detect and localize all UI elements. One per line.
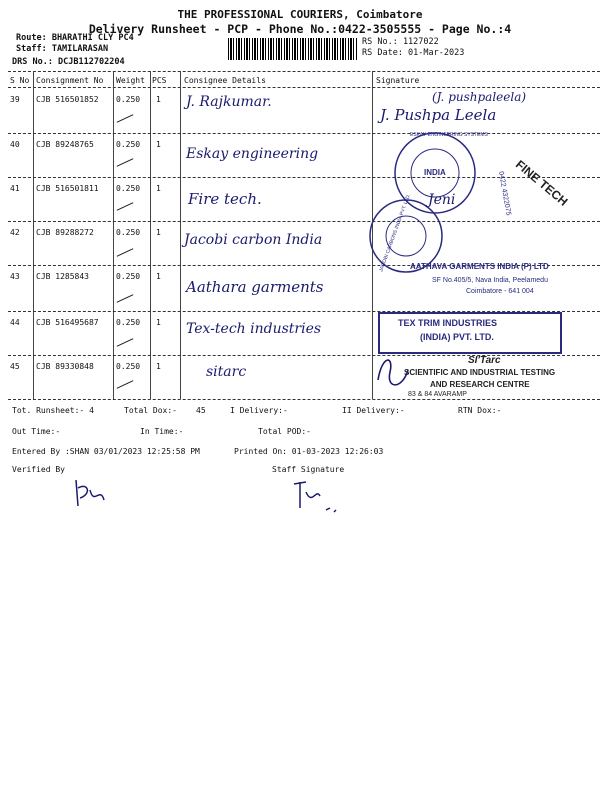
row-consignment: CJB 1285843 bbox=[36, 272, 89, 281]
row-consignment: CJB 516495687 bbox=[36, 318, 99, 327]
row-sno: 44 bbox=[10, 318, 20, 327]
sitarc-logo: SI'Tarc bbox=[468, 355, 501, 366]
verifier-signature bbox=[70, 476, 110, 512]
row-pcs: 1 bbox=[156, 272, 161, 281]
row-consignee: Jacobi carbon India bbox=[184, 232, 323, 248]
textrim-stamp-line2: (INDIA) PVT. LTD. bbox=[420, 332, 494, 342]
fine-tech-phone: 0422 4322075 bbox=[497, 170, 512, 217]
row-consignment: CJB 89248765 bbox=[36, 140, 94, 149]
rtn-dox: RTN Dox:- bbox=[458, 406, 502, 415]
col-sno: S No bbox=[10, 76, 30, 85]
aathava-stamp-addr1: SF No.405/5, Nava India, Peelamedu bbox=[432, 277, 548, 284]
row-sno: 40 bbox=[10, 140, 20, 149]
total-dox-value: 45 bbox=[196, 406, 206, 415]
row-weight: 0.250 bbox=[116, 362, 141, 371]
row-consignment: CJB 89288272 bbox=[36, 228, 94, 237]
row-sno: 41 bbox=[10, 184, 20, 193]
eskay-stamp-text: ESKAY ENGINEERING SYSTEMS bbox=[410, 132, 488, 138]
staff-signature-label: Staff Signature bbox=[272, 465, 345, 474]
i-delivery: I Delivery:- bbox=[230, 406, 288, 415]
row-sno: 43 bbox=[10, 272, 20, 281]
textrim-stamp-line1: TEX TRIM INDUSTRIES bbox=[398, 318, 498, 328]
route-label: Route: BHARATHI CLY PC4 bbox=[16, 33, 134, 43]
row-weight: 0.250 bbox=[116, 318, 141, 327]
fine-tech-stamp: FINE TECH bbox=[512, 157, 571, 209]
row-consignee: Tex-tech industries bbox=[186, 321, 322, 337]
sitarc-line1: SCIENTIFIC AND INDUSTRIAL TESTING bbox=[404, 368, 556, 377]
signature-note: (J. pushpaleela) bbox=[432, 90, 527, 104]
drs-number: DRS No.: DCJB112702204 bbox=[12, 57, 125, 67]
handwritten-signature bbox=[372, 350, 412, 395]
barcode bbox=[228, 38, 358, 60]
aathava-stamp-addr2: Coimbatore - 641 004 bbox=[466, 288, 534, 295]
entered-by: Entered By :SHAN 03/01/2023 12:25:58 PM bbox=[12, 447, 200, 456]
row-weight: 0.250 bbox=[116, 95, 141, 104]
sitarc-line3: 83 & 84 AVARAMP bbox=[408, 391, 467, 398]
row-pcs: 1 bbox=[156, 95, 161, 104]
runsheet-subtitle: Delivery Runsheet - PCP - Phone No.:0422-3505555 - Page No.:4 bbox=[88, 22, 512, 36]
handwritten-mark: Jeni bbox=[428, 192, 456, 208]
row-consignee: Aathara garments bbox=[186, 278, 324, 296]
verified-by: Verified By bbox=[12, 465, 65, 474]
jacobi-stamp-text: JACOBI CARBONS INDIA PVT. LTD. bbox=[378, 193, 413, 273]
rs-number: RS No.: 1127022 bbox=[362, 37, 439, 47]
row-weight: 0.250 bbox=[116, 228, 141, 237]
row-consignee: sitarc bbox=[206, 364, 247, 380]
rs-date: RS Date: 01-Mar-2023 bbox=[362, 48, 465, 58]
company-title: THE PROFESSIONAL COURIERS, Coimbatore bbox=[177, 8, 423, 21]
row-sno: 42 bbox=[10, 228, 20, 237]
row-signature: J. Pushpa Leela bbox=[380, 106, 497, 124]
total-pod: Total POD:- bbox=[258, 427, 311, 436]
col-consignee: Consignee Details bbox=[184, 76, 266, 85]
row-consignee: J. Rajkumar. bbox=[186, 94, 272, 110]
total-dox-label: Total Dox:- bbox=[124, 406, 177, 415]
row-sno: 45 bbox=[10, 362, 20, 371]
row-weight: 0.250 bbox=[116, 272, 141, 281]
ii-delivery: II Delivery:- bbox=[342, 406, 405, 415]
row-consignment: CJB 89330848 bbox=[36, 362, 94, 371]
row-pcs: 1 bbox=[156, 228, 161, 237]
row-pcs: 1 bbox=[156, 362, 161, 371]
row-consignment: CJB 516501811 bbox=[36, 184, 99, 193]
in-time: In Time:- bbox=[140, 427, 184, 436]
tot-runsheet: Tot. Runsheet:- 4 bbox=[12, 406, 94, 415]
row-pcs: 1 bbox=[156, 140, 161, 149]
row-consignee: Eskay engineering bbox=[186, 146, 319, 162]
eskay-stamp-city: INDIA bbox=[424, 168, 446, 177]
out-time: Out Time:- bbox=[12, 427, 61, 436]
row-weight: 0.250 bbox=[116, 184, 141, 193]
printed-on: Printed On: 01-03-2023 12:26:03 bbox=[234, 447, 384, 456]
row-sno: 39 bbox=[10, 95, 20, 104]
col-weight: Weight bbox=[116, 76, 145, 85]
row-pcs: 1 bbox=[156, 318, 161, 327]
col-pcs: PCS bbox=[152, 76, 167, 85]
aathava-stamp-name: AATHAVA GARMENTS INDIA (P) LTD bbox=[410, 262, 549, 271]
sitarc-line2: AND RESEARCH CENTRE bbox=[430, 380, 530, 389]
staff-label: Staff: TAMILARASAN bbox=[16, 44, 109, 54]
col-signature: Signature bbox=[376, 76, 420, 85]
col-consignment: Consignment No bbox=[36, 76, 104, 85]
row-weight: 0.250 bbox=[116, 140, 141, 149]
row-consignment: CJB 516501852 bbox=[36, 95, 99, 104]
row-consignee: Fire tech. bbox=[188, 190, 262, 208]
row-pcs: 1 bbox=[156, 184, 161, 193]
staff-signature bbox=[290, 476, 340, 516]
